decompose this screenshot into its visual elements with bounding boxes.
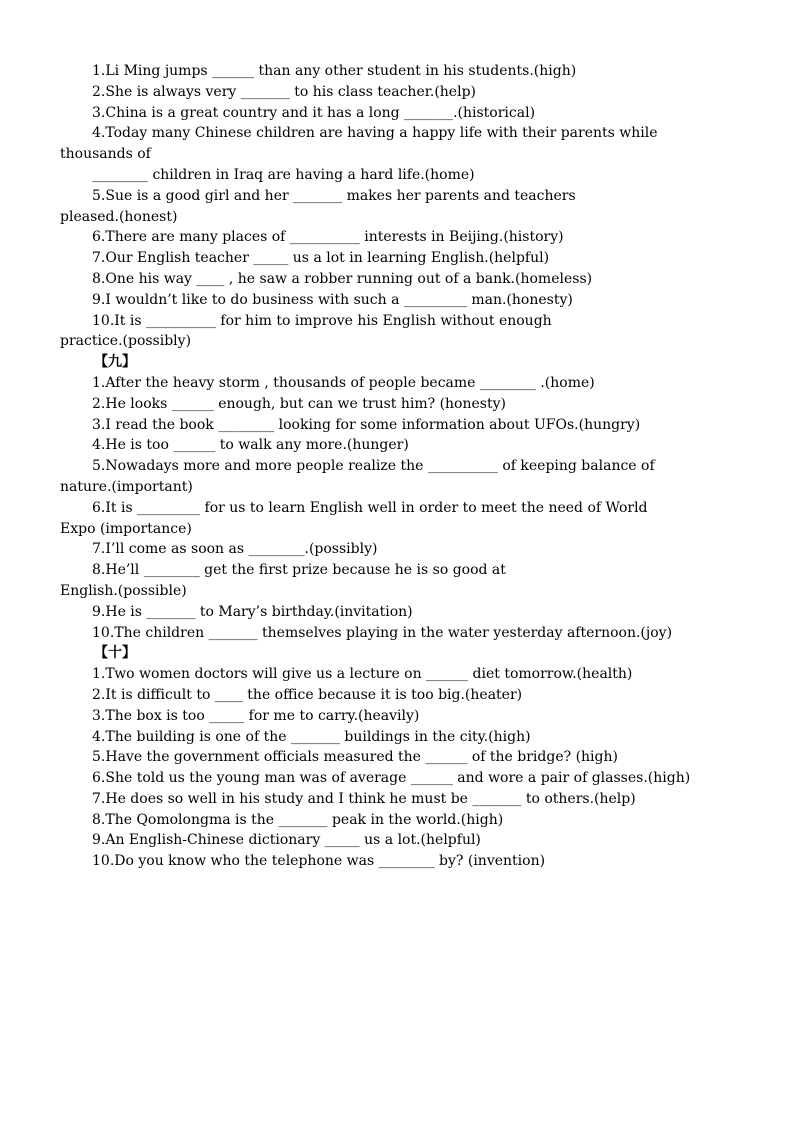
- exercise-line: 6.It is _________ for us to learn English well in order to meet the need of World: [92, 499, 648, 516]
- exercise-line: 8.One his way ____ , he saw a robber running out of a bank.(homeless): [92, 270, 593, 287]
- exercise-line: 1.After the heavy storm , thousands of people became ________ .(home): [92, 374, 595, 391]
- exercise-line: 1.Li Ming jumps ______ than any other student in his students.(high): [92, 63, 577, 79]
- exercise-line: 2.He looks ______ enough, but can we trust him? (honesty): [92, 395, 506, 412]
- exercise-line: 6.She told us the young man was of average ______ and wore a pair of glasses.(high): [92, 770, 691, 787]
- exercise-line: 3.China is a great country and it has a long _______.(historical): [92, 104, 536, 121]
- exercise-line: Expo (importance): [60, 520, 192, 537]
- exercise-line: 10.The children _______ themselves playing in the water yesterday afternoon.(joy): [92, 624, 673, 641]
- exercise-line: nature.(important): [60, 478, 193, 495]
- section-heading: 【十】: [94, 645, 136, 662]
- exercise-line: 4.The building is one of the _______ buildings in the city.(high): [92, 728, 531, 745]
- exercise-line: 9.An English-Chinese dictionary _____ us a lot.(helpful): [92, 832, 481, 849]
- exercise-line: 5.Nowadays more and more people realize the __________ of keeping balance of: [92, 458, 655, 475]
- exercise-line: pleased.(honest): [60, 208, 178, 225]
- exercise-line: 7.Our English teacher _____ us a lot in learning English.(helpful): [92, 250, 550, 267]
- worksheet-page: [60, 61, 740, 872]
- exercise-line: 5.Sue is a good girl and her _______ makes her parents and teachers: [92, 187, 576, 204]
- exercise-line: thousands of: [60, 146, 151, 163]
- exercise-line: ________ children in Iraq are having a hard life.(home): [92, 166, 475, 183]
- exercise-line: 4.Today many Chinese children are having a happy life with their parents while: [92, 125, 658, 142]
- exercise-line: 4.He is too ______ to walk any more.(hunger): [92, 437, 409, 454]
- exercise-line: 10.Do you know who the telephone was ________ by? (invention): [92, 853, 546, 870]
- exercise-line: 8.He’ll ________ get the first prize because he is so good at: [92, 562, 506, 579]
- exercise-line: 3.I read the book ________ looking for some information about UFOs.(hungry): [92, 416, 641, 433]
- exercise-line: 3.The box is too _____ for me to carry.(heavily): [92, 707, 420, 724]
- exercise-line: 8.The Qomolongma is the _______ peak in the world.(high): [92, 811, 504, 828]
- exercise-line: 2.She is always very _______ to his class teacher.(help): [92, 83, 476, 100]
- exercise-line: 9.He is _______ to Mary’s birthday.(invitation): [92, 603, 413, 620]
- exercise-line: 7.I’ll come as soon as ________.(possibly): [92, 541, 378, 558]
- exercise-line: 6.There are many places of __________ interests in Beijing.(history): [92, 229, 564, 246]
- exercise-line: 7.He does so well in his study and I think he must be _______ to others.(help): [92, 790, 636, 807]
- exercise-line: practice.(possibly): [60, 333, 192, 350]
- exercise-line: 9.I wouldn’t like to do business with such a _________ man.(honesty): [92, 291, 573, 308]
- exercise-line: 10.It is __________ for him to improve his English without enough: [92, 312, 552, 329]
- exercise-line: 1.Two women doctors will give us a lecture on ______ diet tomorrow.(health): [92, 666, 633, 683]
- exercise-line: 5.Have the government officials measured the ______ of the bridge? (high): [92, 749, 618, 766]
- section-heading: 【九】: [94, 354, 136, 371]
- exercise-line: English.(possible): [60, 582, 187, 599]
- exercise-line: 2.It is difficult to ____ the office because it is too big.(heater): [92, 686, 523, 703]
